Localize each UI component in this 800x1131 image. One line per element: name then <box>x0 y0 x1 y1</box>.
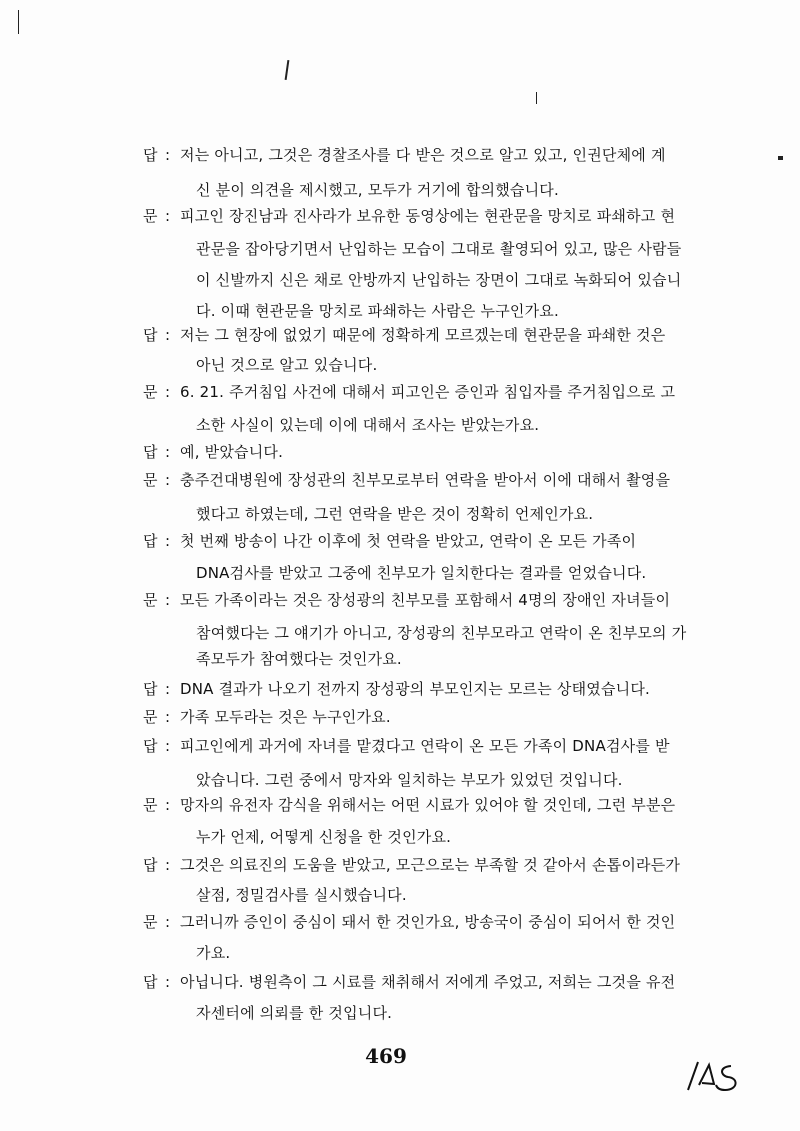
line-text: 피고인에게 과거에 자녀를 맡겼다고 연락이 온 모든 가족이 DNA검사를 받 <box>180 737 670 755</box>
speaker-label: 문 <box>143 471 158 489</box>
speaker-label: 문 <box>143 913 158 931</box>
line-text: 이 신발까지 신은 채로 안방까지 난입하는 장면이 그대로 녹화되어 있습니 <box>196 271 682 289</box>
speaker-label: 답 <box>143 856 158 874</box>
line-text: 아닙니다. 병원측이 그 시료를 채취해서 저에게 주었고, 저희는 그것을 유전 <box>180 973 676 991</box>
speaker-label: 문 <box>143 591 158 609</box>
line-text: 저는 그 현장에 없었기 때문에 정확하게 모르겠는데 현관문을 파쇄한 것은 <box>180 326 666 344</box>
scan-mark-corner <box>778 156 783 160</box>
speaker-label: 문 <box>143 207 158 225</box>
line-text: 망자의 유전자 감식을 위해서는 어떤 시료가 있어야 할 것인데, 그런 부분은 <box>180 796 676 814</box>
speaker-label: 답 <box>143 973 158 991</box>
line-text: DNA 결과가 나오기 전까지 장성광의 부모인지는 모르는 상태였습니다. <box>180 680 651 698</box>
line-text: 관문을 잡아당기면서 난입하는 모습이 그대로 촬영되어 있고, 많은 사람들 <box>196 240 682 258</box>
line-text: 저는 아니고, 그것은 경찰조사를 다 받은 것으로 알고 있고, 인권단체에 계 <box>180 146 666 164</box>
speaker-label: 답 <box>143 680 158 698</box>
speaker-label: 답 <box>143 326 158 344</box>
colon-mark: : <box>165 146 171 164</box>
colon-mark: : <box>165 973 171 991</box>
colon-mark: : <box>165 796 171 814</box>
scan-mark-left <box>18 10 19 34</box>
line-text: 소한 사실이 있는데 이에 대해서 조사는 받았는가요. <box>196 416 540 434</box>
line-text: 자센터에 의뢰를 한 것입니다. <box>196 1004 393 1022</box>
colon-mark: : <box>165 383 171 401</box>
line-text: 신 분이 의견을 제시했고, 모두가 거기에 합의했습니다. <box>196 181 559 199</box>
handwritten-page-number <box>676 1052 766 1102</box>
scan-mark-top <box>285 60 290 80</box>
page-number: 469 <box>365 1044 407 1068</box>
line-text: DNA검사를 받았고 그중에 친부모가 일치한다는 결과를 얻었습니다. <box>196 564 647 582</box>
line-text: 첫 번째 방송이 나간 이후에 첫 연락을 받았고, 연락이 온 모든 가족이 <box>180 532 637 550</box>
colon-mark: : <box>165 532 171 550</box>
colon-mark: : <box>165 443 171 461</box>
colon-mark: : <box>165 737 171 755</box>
line-text: 살점, 정밀검사를 실시했습니다. <box>196 886 407 904</box>
speaker-label: 문 <box>143 796 158 814</box>
colon-mark: : <box>165 326 171 344</box>
line-text: 6. 21. 주거침입 사건에 대해서 피고인은 증인과 침입자를 주거침입으로 고 <box>180 383 676 401</box>
speaker-label: 답 <box>143 737 158 755</box>
speaker-label: 문 <box>143 708 158 726</box>
colon-mark: : <box>165 471 171 489</box>
speaker-label: 문 <box>143 383 158 401</box>
scan-mark-right <box>536 92 537 104</box>
line-text: 족모두가 참여했다는 것인가요. <box>196 650 402 668</box>
line-text: 가족 모두라는 것은 누구인가요. <box>180 708 391 726</box>
line-text: 아닌 것으로 알고 있습니다. <box>196 356 378 374</box>
colon-mark: : <box>165 680 171 698</box>
line-text: 누가 언제, 어떻게 신청을 한 것인가요. <box>196 828 452 846</box>
colon-mark: : <box>165 708 171 726</box>
line-text: 충주건대병원에 장성관의 친부모로부터 연락을 받아서 이에 대해서 촬영을 <box>180 471 671 489</box>
speaker-label: 답 <box>143 443 158 461</box>
line-text: 예, 받았습니다. <box>180 443 284 461</box>
line-text: 았습니다. 그런 중에서 망자와 일치하는 부모가 있었던 것입니다. <box>196 771 623 789</box>
colon-mark: : <box>165 913 171 931</box>
line-text: 그러니까 증인이 중심이 돼서 한 것인가요, 방송국이 중심이 되어서 한 것인 <box>180 913 676 931</box>
colon-mark: : <box>165 207 171 225</box>
line-text: 참여했다는 그 얘기가 아니고, 장성광의 친부모라고 연락이 온 친부모의 가 <box>196 624 687 642</box>
speaker-label: 답 <box>143 146 158 164</box>
line-text: 다. 이때 현관문을 망치로 파쇄하는 사람은 누구인가요. <box>196 302 559 320</box>
line-text: 그것은 의료진의 도움을 받았고, 모근으로는 부족할 것 같아서 손톱이라든가 <box>180 856 681 874</box>
colon-mark: : <box>165 856 171 874</box>
line-text: 했다고 하였는데, 그런 연락을 받은 것이 정확히 언제인가요. <box>196 505 594 523</box>
colon-mark: : <box>165 591 171 609</box>
line-text: 피고인 장진남과 진사라가 보유한 동영상에는 현관문을 망치로 파쇄하고 현 <box>180 207 676 225</box>
line-text: 모든 가족이라는 것은 장성광의 친부모를 포함해서 4명의 장애인 자녀들이 <box>180 591 671 609</box>
speaker-label: 답 <box>143 532 158 550</box>
line-text: 가요. <box>196 944 231 962</box>
